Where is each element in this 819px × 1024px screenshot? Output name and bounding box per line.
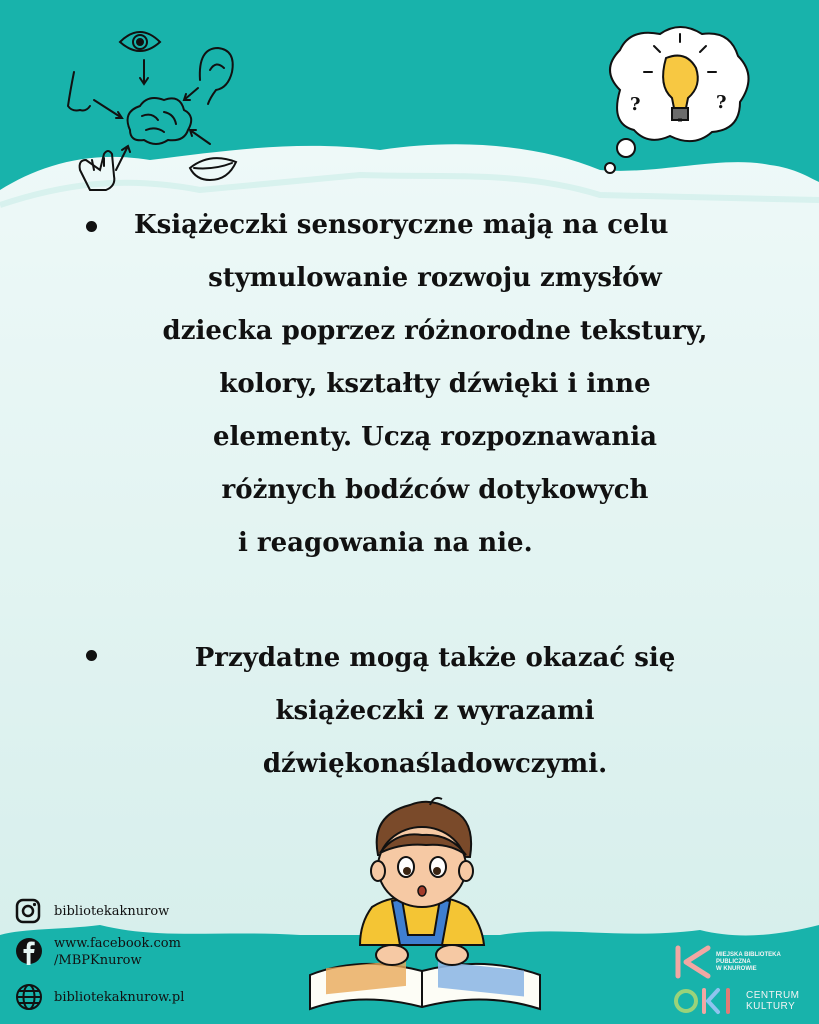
mouth-icon: [190, 158, 236, 180]
culture-center-line-2: KULTURY: [746, 1001, 796, 1012]
bullet-1-line: kolory, kształty dźwięki i inne: [219, 369, 651, 399]
boy-reading-illustration: [300, 795, 550, 1024]
bullet-1-line: różnych bodźców dotykowych: [221, 475, 649, 505]
senses-illustration: [60, 20, 250, 195]
bullet-1-line: elementy. Uczą rozpoznawania: [212, 422, 658, 452]
facebook-url-line-2[interactable]: /MBPKnurow: [54, 953, 142, 968]
website-url[interactable]: bibliotekaknurow.pl: [54, 989, 185, 1005]
culture-center-logo-icon: [674, 986, 740, 1016]
bullet-2-line: książeczki z wyrazami: [275, 696, 595, 726]
bullet-2-text: [110, 632, 760, 791]
globe-icon: [14, 982, 44, 1012]
hand-icon: [80, 151, 115, 190]
library-name-line-3: W KNUROWIE: [716, 966, 757, 972]
facebook-url-line-1[interactable]: www.facebook.com: [54, 936, 181, 951]
svg-text:?: ?: [630, 94, 641, 115]
bullet-1-text: [110, 199, 760, 570]
bullet-1-line: dziecka poprzez różnorodne tekstury,: [162, 316, 708, 346]
brain-icon: [128, 98, 192, 144]
culture-center-line-1: CENTRUM: [746, 990, 800, 1001]
facebook-row[interactable]: [14, 936, 181, 968]
ear-icon: [200, 48, 233, 104]
facebook-icon: [14, 936, 44, 966]
library-logo-icon: [674, 944, 714, 980]
library-name-line-1: MIEJSKA BIBLIOTEKA: [716, 952, 781, 958]
bullet-point-2: [86, 650, 97, 661]
library-name-line-2: PUBLICZNA: [716, 959, 751, 965]
bullet-2-line: Przydatne mogą także okazać się: [194, 643, 676, 673]
svg-text:?: ?: [716, 92, 727, 113]
bullet-1-line: i reagowania na nie.: [238, 528, 533, 558]
nose-icon: [68, 72, 90, 111]
culture-center-logo-text: [746, 990, 800, 1012]
instagram-handle[interactable]: bibliotekaknurow: [54, 903, 170, 919]
bullet-2-line: dźwiękonaśladowczymi.: [262, 749, 608, 779]
instagram-icon: [14, 897, 42, 925]
bullet-1-line: stymulowanie rozwoju zmysłów: [208, 263, 662, 293]
website-row[interactable]: [14, 982, 184, 1012]
eye-icon: [120, 32, 160, 51]
bullet-point-1: [86, 221, 97, 232]
library-logo-text: [716, 952, 781, 973]
instagram-row[interactable]: [14, 897, 169, 925]
idea-thought-bubble: [590, 20, 760, 180]
bullet-1-line: Książeczki sensoryczne mają na celu: [134, 210, 669, 240]
